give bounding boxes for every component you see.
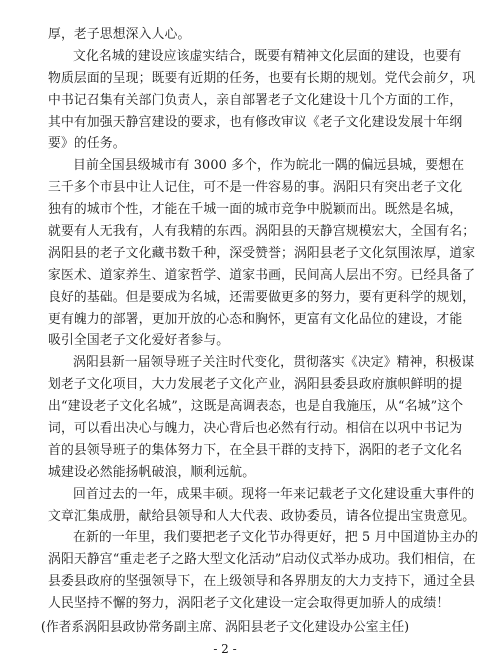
text-line: 物质层面的呈现；既要有近期的任务，也要有长期的规划。党代会前夕，巩 xyxy=(48,70,476,86)
author-byline: (作者系涡阳县政协常务副主席、涡阳县老子文化建设办公室主任) xyxy=(40,620,410,636)
text-line: 三千多个市县中让人记住，可不是一件容易的事。涡阳只有突出老子文化 xyxy=(48,180,463,196)
text-line: 划老子文化项目，大力发展老子文化产业，涡阳县委县政府旗帜鲜明的提 xyxy=(48,377,463,393)
text-line: 目前全国县级城市有 3000 多个，作为皖北一隅的偏远县城，要想在 xyxy=(73,158,465,174)
text-line: 首的县领导班子的集体努力下，在全县干群的支持下，涡阳的老子文化名 xyxy=(48,442,463,458)
text-line: 人民坚持不懈的努力，涡阳老子文化建设一定会取得更加骄人的成绩！ xyxy=(48,596,450,612)
text-line: 文章汇集成册，献给县领导和人大代表、政协委员，请各位提出宝贵意见。 xyxy=(48,508,476,524)
text-line: 回首过去的一年，成果丰硕。现将一年来记载老子文化建设重大事件的 xyxy=(73,486,475,502)
text-line: 厚，老子思想深入人心。 xyxy=(48,27,191,42)
text-line: 吸引全国老子文化爱好者参与。 xyxy=(48,333,230,349)
text-line: 就要有人无我有，人有我精的东西。涡阳县的天静宫规模宏大，全国有名； xyxy=(48,224,476,240)
text-line: 在新的一年里，我们要把老子文化节办得更好，把 5 月中国道协主办的 xyxy=(73,530,478,546)
text-line: 家医术、道家养生、道家哲学、道家书画，民间高人层出不穷。已经具备了 xyxy=(48,267,476,283)
text-line: 出“建设老子文化名城”，这既是高调表态，也是自我施压，从“名城”这个 xyxy=(48,399,464,415)
body-text xyxy=(48,24,478,615)
text-line: 独有的城市个性，才能在千城一面的城市竞争中脱颖而出。既然是名城， xyxy=(48,202,463,218)
text-line: 涡阳天静宫“重走老子之路大型文化活动”启动仪式举办成功。我们相信，在 xyxy=(48,552,476,568)
text-line: 良好的基础。但是要成为名城，还需要做更多的努力，要有更科学的规划， xyxy=(48,289,476,305)
text-line: 更有魄力的部署，更加开放的心态和胸怀，更富有文化品位的建设，才能 xyxy=(48,311,463,327)
text-line: 涡阳县的老子文化藏书数千种，深受赞誉；涡阳县老子文化氛围浓厚，道家 xyxy=(48,245,476,261)
text-line: 城建设必然能扬帆破浪，顺利远航。 xyxy=(48,464,256,480)
text-line: 涡阳县新一届领导班子关注时代变化，贯彻落实《决定》精神，积极谋 xyxy=(73,355,475,371)
text-line: 文化名城的建设应该虚实结合，既要有精神文化层面的建设，也要有 xyxy=(73,48,462,64)
text-line: 其中有加强天静宫建设的要求，也有修改审议《老子文化建设发展十年纲 xyxy=(48,114,463,130)
page-number: - 2 - xyxy=(213,642,237,657)
text-line: 中书记召集有关部门负责人，亲自部署老子文化建设十几个方面的工作， xyxy=(48,92,463,108)
text-line: 要》的任务。 xyxy=(48,136,126,152)
text-line: 县委县政府的坚强领导下，在上级领导和各界朋友的大力支持下，通过全县 xyxy=(48,574,476,590)
text-line: 词，可以看出决心与魄力，决心背后也必然有行动。相信在以巩中书记为 xyxy=(48,421,463,437)
